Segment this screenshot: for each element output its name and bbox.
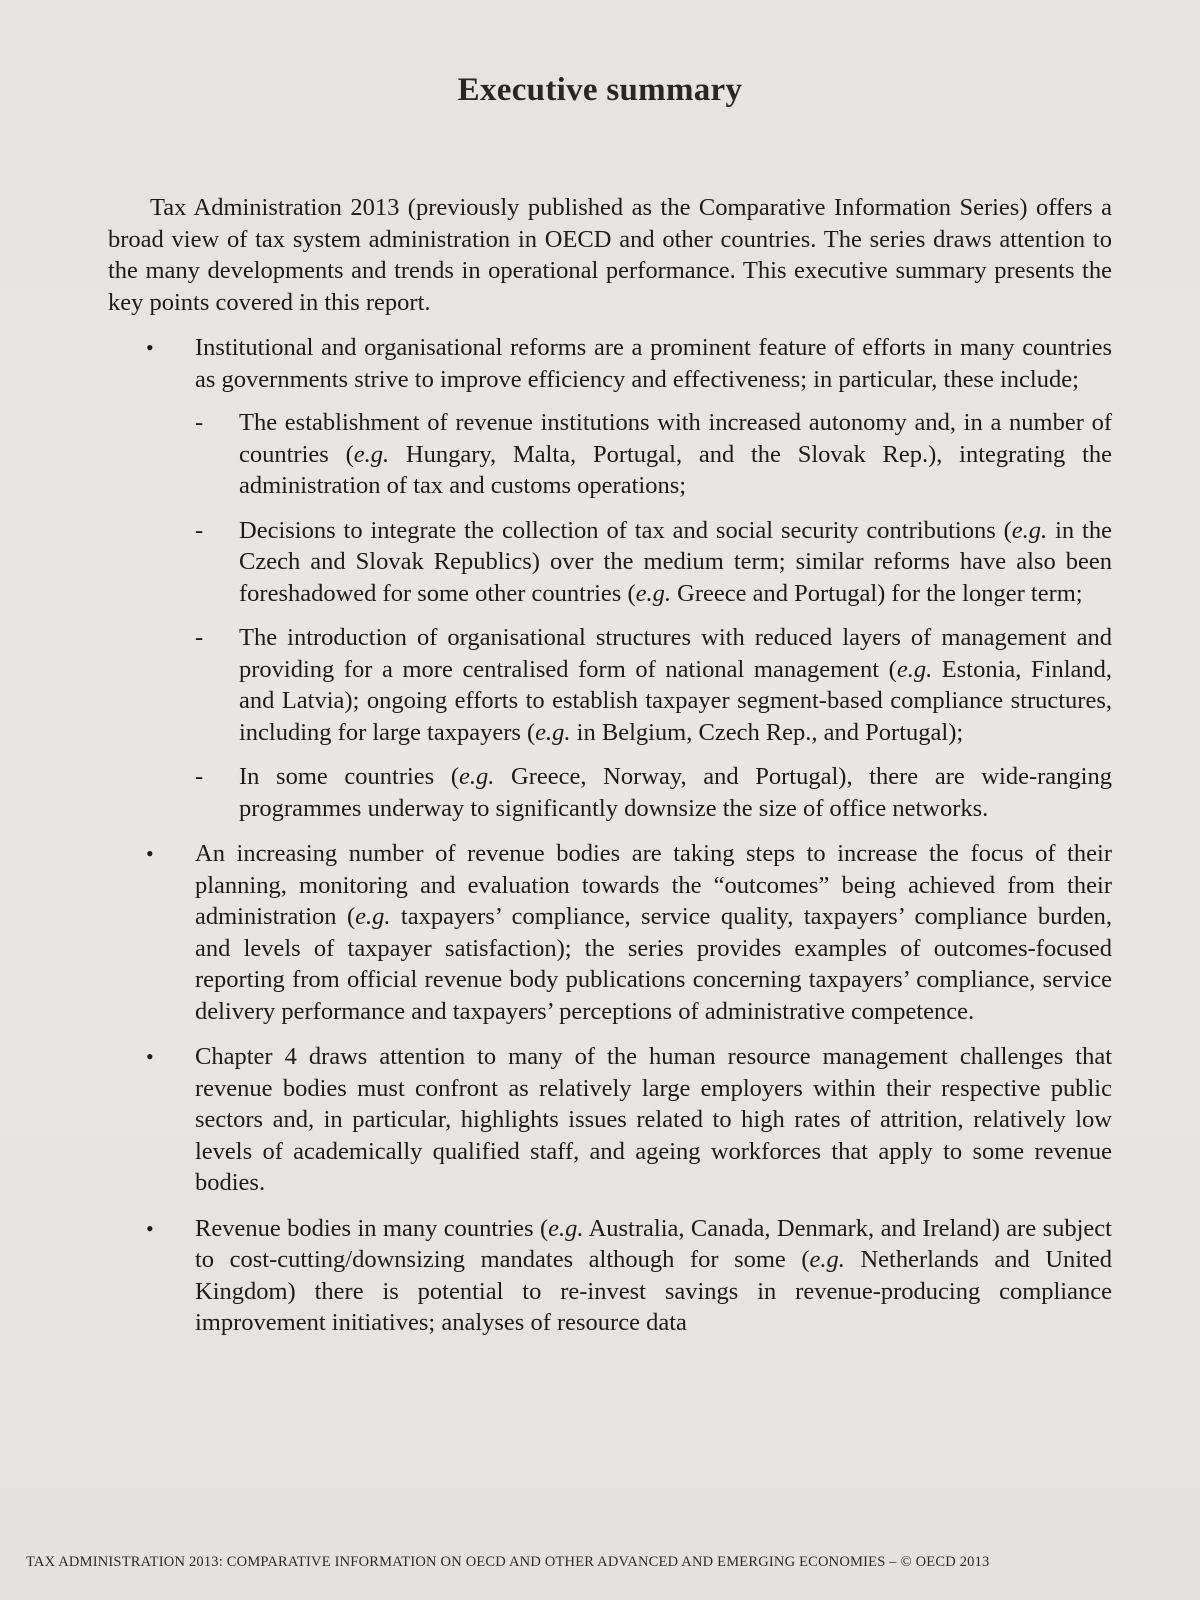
sub-item-text: Decisions to integrate the collection of tax and social security contributions (e.g. in the Czech and Slovak Republics) over the medium term; similar reforms have also been foreshadowed for some other countries (e.g. Greece and Portugal) for the longer term; bbox=[239, 516, 1112, 607]
sub-list bbox=[195, 407, 1112, 824]
bullet-marker: • bbox=[146, 335, 154, 360]
dash-marker: - bbox=[195, 516, 204, 544]
eg-abbreviation: e.g. bbox=[635, 579, 672, 607]
bullet-marker: • bbox=[146, 841, 154, 866]
eg-abbreviation: e.g. bbox=[535, 718, 571, 746]
sub-list-item bbox=[195, 622, 1112, 748]
bullet-text: An increasing number of revenue bodies are taking steps to increase the focus of their planning, monitoring and evaluation towards the “outcomes” being achieved from their administration (e.g. taxpayers’ compliance, service quality, taxpayers’ compliance burden, and levels of taxpayer satisfaction); the series provides examples of outcomes-focused reporting from official revenue body publications concerning taxpayers’ compliance, service delivery performance and taxpayers’ perceptions of administrative competence. bbox=[195, 840, 1112, 1025]
bullet-marker: • bbox=[146, 1044, 154, 1069]
list-item bbox=[108, 838, 1112, 1027]
list-item bbox=[108, 1041, 1112, 1199]
sub-item-text: In some countries (e.g. Greece, Norway, and Portugal), there are wide-ranging programmes underway to significantly downsize the size of office networks. bbox=[239, 763, 1112, 822]
dash-marker: - bbox=[195, 763, 204, 790]
eg-abbreviation: e.g. bbox=[809, 1246, 845, 1273]
eg-abbreviation: e.g. bbox=[1011, 516, 1048, 544]
list-item bbox=[108, 1213, 1112, 1339]
sub-list-item bbox=[195, 515, 1112, 610]
sub-list-item bbox=[195, 761, 1112, 824]
sub-list-item bbox=[195, 407, 1112, 502]
eg-abbreviation: e.g. bbox=[548, 1214, 584, 1242]
dash-marker: - bbox=[195, 409, 204, 436]
sub-item-text: The establishment of revenue institutions with increased autonomy and, in a number of countries (e.g. Hungary, Malta, Portugal, and the Slovak Rep.), integrating the administration of tax and customs operations; bbox=[239, 409, 1112, 499]
page-footer: TAX ADMINISTRATION 2013: COMPARATIVE INFORMATION ON OECD AND OTHER ADVANCED AND EMERGING ECONOMIES – © OECD 2013 bbox=[26, 1554, 990, 1570]
list-item bbox=[108, 332, 1112, 824]
bullet-text: Chapter 4 draws attention to many of the human resource management challenges that revenue bodies must confront as relatively large employers within their respective public sectors and, in particular, highlights issues related to high rates of attrition, relatively low levels of academically qualified staff, and ageing workforces that apply to some revenue bodies. bbox=[195, 1043, 1112, 1196]
eg-abbreviation: e.g. bbox=[353, 440, 390, 468]
document-body bbox=[108, 192, 1112, 1353]
eg-abbreviation: e.g. bbox=[459, 763, 495, 790]
eg-abbreviation: e.g. bbox=[355, 903, 391, 930]
bullet-text: Institutional and organisational reforms are a prominent feature of efforts in many countries as governments strive to improve efficiency and effectiveness; in particular, these include; bbox=[195, 334, 1112, 393]
bullet-marker: • bbox=[146, 1215, 154, 1241]
eg-abbreviation: e.g. bbox=[896, 655, 933, 683]
bullet-list bbox=[108, 332, 1112, 1339]
intro-paragraph: Tax Administration 2013 (previously published as the Comparative Information Series) offers a broad view of tax system administration in OECD and other countries. The series draws attention to the many developments and trends in operational performance. This executive summary presents the key points covered in this report. bbox=[108, 194, 1112, 316]
bullet-text: Revenue bodies in many countries (e.g. Australia, Canada, Denmark, and Ireland) are subject to cost-cutting/downsizing mandates although for some (e.g. Netherlands and United Kingdom) there is potential to re-invest savings in revenue-producing compliance improvement initiatives; analyses of resource data bbox=[195, 1214, 1112, 1336]
dash-marker: - bbox=[195, 624, 204, 651]
sub-item-text: The introduction of organisational structures with reduced layers of management and providing for a more centralised form of national management (e.g. Estonia, Finland, and Latvia); ongoing efforts to establish taxpayer segment-based compliance structures, including for large taxpayers (e.g. in Belgium, Czech Rep., and Portugal); bbox=[239, 624, 1112, 746]
page-title: Executive summary bbox=[457, 72, 743, 108]
